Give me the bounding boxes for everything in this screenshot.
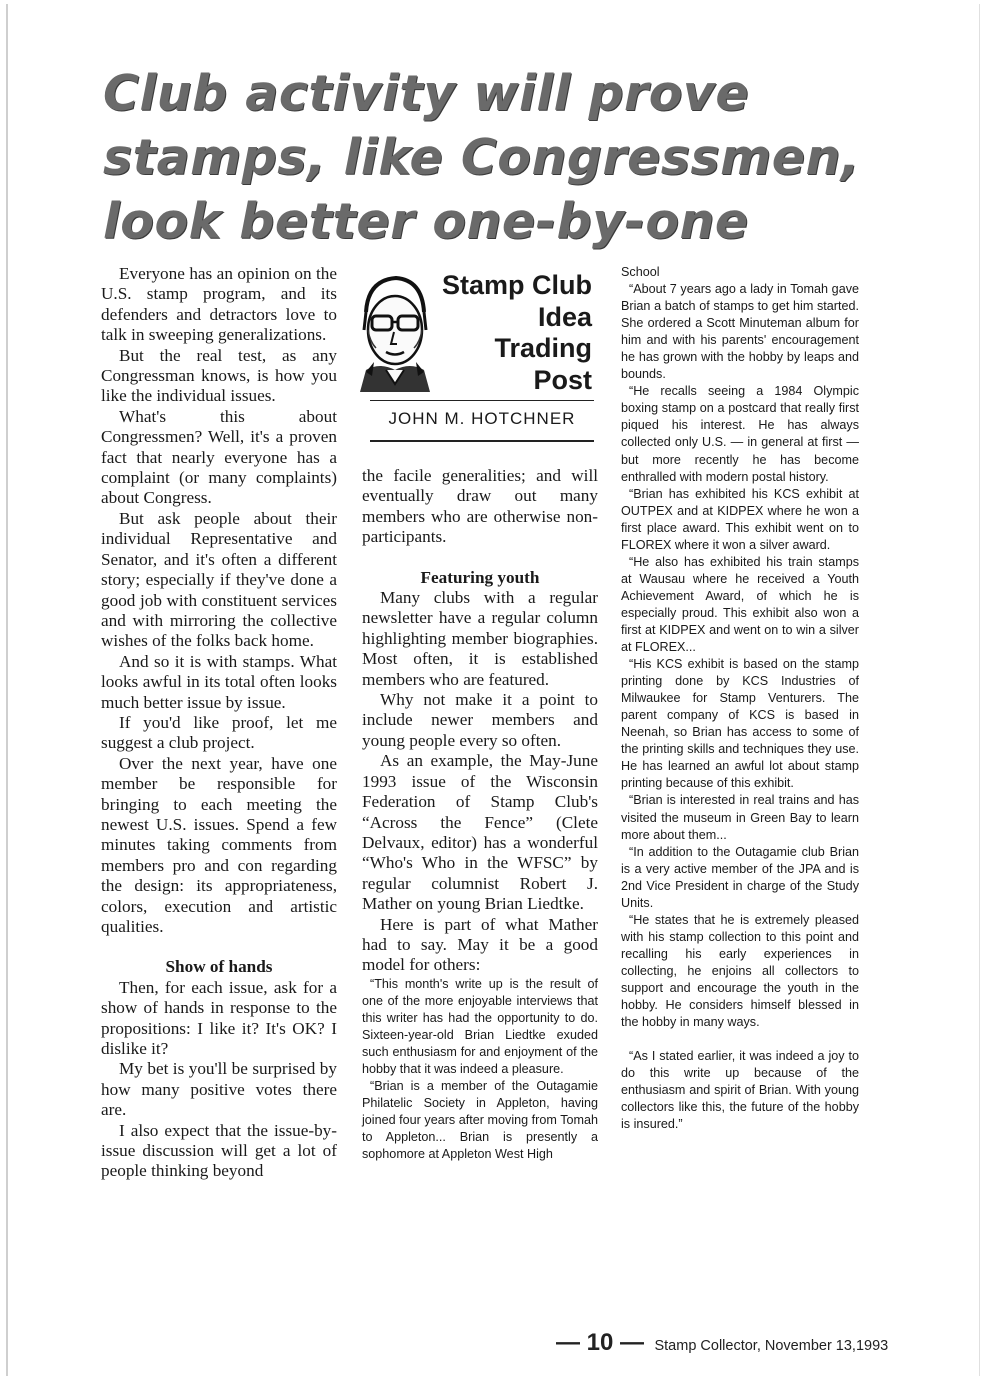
column-3: [621, 264, 859, 1133]
col3-paragraph: “Brian has exhibited his KCS exhibit at OUTPEX and at KIDPEX where he won a first place award. This exhibit went on to FLOREX where it won a silver award.: [621, 486, 859, 552]
author-byline: JOHN M. HOTCHNER: [388, 409, 576, 428]
headline-line-3: look better one-by-one: [103, 193, 749, 250]
subhead-featuring-youth: Featuring youth: [420, 567, 540, 587]
col2-paragraph: Many clubs with a regular newsletter have a regular column highlighting member biographies. Most often, it is established members who are featured.: [362, 588, 598, 689]
col1-paragraph: What's this about Congressmen? Well, it's a proven fact that nearly everyone has a complaint (or many complaints) about Congress.: [101, 406, 337, 508]
column-title: [422, 270, 592, 396]
quote-paragraph: “This month's write up is the result of one of the more enjoyable interviews that this writer has had the opportunity to do. Sixteen-year-old Brian Liedtke exuded such enthusiasm for and enjoyment of the hobby that it was indeed a pleasure.: [362, 976, 598, 1076]
column-2: [362, 466, 598, 1163]
col1-paragraph: Then, for each issue, ask for a show of hands in response to the propositions: I like it? It's OK? I dislike it?: [101, 977, 337, 1059]
col1-paragraph: And so it is with stamps. What looks awful in its total often looks much better issue by issue.: [101, 651, 337, 712]
column-header-box: [356, 266, 598, 450]
col3-paragraph: “His KCS exhibit is based on the stamp printing done by KCS Industries of Milwaukee for Stamp Venturers. The parent company of KCS is based in Neenah, so Brian has access to some of the printing skills and techniques they use. He has learned an awful lot about stamp printing because of this exhibit.: [621, 657, 859, 791]
col2-paragraph: As an example, the May-June 1993 issue of the Wisconsin Federation of Stamp Club's “Across the Fence” (Clete Delvaux, editor) has a wonderful “Who's Who in the WFSC” by regular columnist Robert J. Mather on young Brian Liedtke.: [362, 751, 598, 914]
column-title-line: Stamp Club: [441, 270, 592, 300]
col3-paragraph: “Brian is interested in real trains and has visited the museum in Green Bay to learn more about them...: [621, 793, 859, 842]
headline-line-2: stamps, like Congressmen,: [103, 129, 860, 186]
col1-paragraph: But the real test, as any Congressman knows, is how you like the individual issues.: [101, 345, 337, 406]
subhead-show-of-hands: Show of hands: [165, 957, 273, 977]
column-title-line: Trading: [494, 333, 592, 363]
col1-paragraph: If you'd like proof, let me suggest a club project.: [101, 712, 337, 753]
col3-paragraph: “About 7 years ago a lady in Tomah gave Brian a batch of stamps to get him started. She ordered a Scott Minuteman album for him and with his parents' encouragement he has grown with the hobby by leaps and bounds.: [621, 282, 859, 382]
publication-line: Stamp Collector, November 13,1993: [654, 1338, 889, 1354]
col1-paragraph: I also expect that the issue-by-issue discussion will get a lot of people thinking beyond: [101, 1120, 337, 1181]
column-title-line: Idea: [537, 301, 592, 332]
headline-line-1: Club activity will prove: [103, 65, 750, 122]
headline: [103, 62, 903, 254]
col1-paragraph: Over the next year, have one member be responsible for bringing to each meeting the newest U.S. issues. Spend a few minutes taking comments from members pro and con regarding the design: its appropriateness, colors, execution and artistic qualities.: [101, 753, 337, 936]
col3-paragraph: “He also has exhibited his train stamps at Wausau where he received a Youth Achievement Award, of which he is especially proud. This exhibit also won a first at KIDPEX and went on to win a silver at FLOREX...: [621, 554, 859, 655]
col1-paragraph: Everyone has an opinion on the U.S. stamp program, and its defenders and detractors love to talk in sweeping generalizations.: [101, 264, 337, 345]
author-portrait-icon: [356, 272, 432, 392]
col3-closing: “As I stated earlier, it was indeed a joy to do this write up because of the enthusiasm and spirit of Brian. With young collectors like this, the future of the hobby is insured.”: [621, 1049, 859, 1132]
col3-paragraph: School: [621, 265, 660, 279]
quote-block: [362, 976, 598, 1164]
col2-paragraph: Why not make it a point to include newer members and young people every so often.: [362, 690, 598, 750]
col2-paragraph: the facile generalities; and will eventually draw out many members who are otherwise non-participants.: [362, 466, 598, 547]
page-number: — 10 —: [556, 1329, 645, 1356]
page-footer: [556, 1329, 916, 1357]
col1-paragraph: But ask people about their individual Representative and Senator, and it's often a different story; especially if they've done a good job with constituent services and with mirroring the collective wishes of the folks back home.: [101, 508, 337, 651]
author-rule-bottom: [370, 440, 594, 442]
column-title-line: Post: [533, 364, 592, 395]
col3-paragraph: “He states that he is extremely pleased with his stamp collection to this point and recalling his early experiences in collecting, he enjoins all collectors to support and encourage the youth in the hobby. He considers himself blessed in the hobby in many ways.: [621, 912, 859, 1030]
col3-paragraph: “He recalls seeing a 1984 Olympic boxing stamp on a postcard that really first piqued his interest. He has always collected only U.S. — in general at first — but more recently he has become enthralled with modern postal history.: [621, 384, 859, 484]
col1-paragraph: My bet is you'll be surprised by how many positive votes there are.: [101, 1059, 337, 1120]
col2-paragraph: Here is part of what Mather had to say. May it be a good model for others:: [362, 914, 598, 975]
quote-paragraph: “Brian is a member of the Outagamie Philatelic Society in Appleton, having joined four years after moving from Tomah to Appleton... Brian is presently a sophomore at Appleton West High: [362, 1079, 598, 1162]
col3-paragraph: “In addition to the Outagamie club Brian is a very active member of the JPA and is 2nd Vice President in charge of the Study Units.: [621, 844, 859, 910]
column-1: [101, 264, 337, 1182]
author-rule-top: [370, 400, 594, 401]
